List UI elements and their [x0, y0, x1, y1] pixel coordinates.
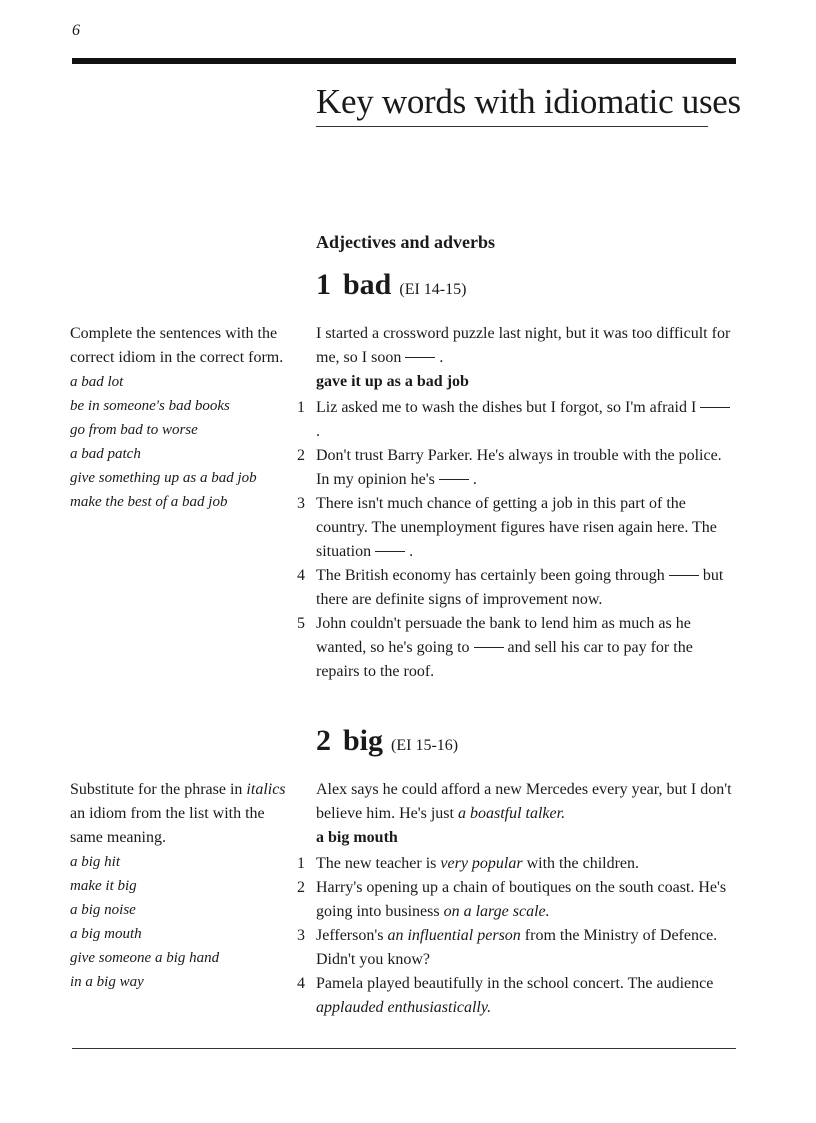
question-number: 2 [297, 447, 305, 464]
idiom-option: make the best of a bad job [70, 494, 228, 510]
question-item: 3 There isn't much chance of getting a job in this part of the country. The unemployment figures have risen again here. The situation . [316, 492, 736, 564]
question-number: 2 [297, 879, 305, 896]
question-number: 4 [297, 567, 305, 584]
idiom-list [70, 370, 290, 514]
question-item: 4 The British economy has certainly been going through but there are definite signs of improvement now. [316, 564, 736, 612]
unit-word: bad [343, 268, 392, 301]
question-item: 1 The new teacher is very popular with the children. [316, 852, 736, 876]
idiom-option: make it big [70, 878, 137, 894]
question-item: 3 Jefferson's an influential person from the Ministry of Defence. Didn't you know? [316, 924, 736, 972]
side-panel-big [70, 778, 290, 994]
idiom-option: give something up as a bad job [70, 470, 257, 486]
answer-blank [439, 479, 469, 480]
idiom-option: a big mouth [70, 926, 142, 942]
idiom-option: go from bad to worse [70, 422, 198, 438]
unit-reference: (EI 14-15) [399, 281, 467, 298]
idiom-option: a bad lot [70, 374, 124, 390]
question-number: 1 [297, 399, 305, 416]
idiom-option: in a big way [70, 974, 144, 990]
unit-reference: (EI 15-16) [391, 737, 459, 754]
question-item: 4 Pamela played beautifully in the school concert. The audience applauded enthusiastically. [316, 972, 736, 1020]
example-sentence: I started a crossword puzzle last night, but it was too difficult for me, so I soon . [316, 325, 731, 366]
question-number: 1 [297, 855, 305, 872]
bottom-rule [72, 1048, 736, 1049]
answer-blank [474, 647, 504, 648]
exercise-bad [297, 322, 736, 684]
answer-blank [700, 407, 730, 408]
idiom-option: a big noise [70, 902, 136, 918]
question-item: 2 Harry's opening up a chain of boutiques on the south coast. He's going into business on a large scale. [316, 876, 736, 924]
question-number: 4 [297, 975, 305, 992]
question-number: 3 [297, 927, 305, 944]
title-rule [316, 126, 708, 127]
answer-blank [405, 357, 435, 358]
top-rule [72, 58, 736, 64]
section-heading: Adjectives and adverbs [316, 232, 495, 252]
unit-heading-big [316, 724, 458, 758]
question-number: 3 [297, 495, 305, 512]
side-panel-bad [70, 322, 290, 514]
unit-heading-bad [316, 268, 466, 302]
question-item: 1 Liz asked me to wash the dishes but I forgot, so I'm afraid I. [316, 396, 736, 444]
answer-blank [669, 575, 699, 576]
question-item: 2 Don't trust Barry Parker. He's always in trouble with the police. In my opinion he's . [316, 444, 736, 492]
question-list [297, 852, 736, 1020]
question-number: 5 [297, 615, 305, 632]
idiom-list [70, 850, 290, 994]
instruction-text: Complete the sentences with the correct idiom in the correct form. [70, 325, 284, 366]
idiom-option: a big hit [70, 854, 121, 870]
example-sentence: Alex says he could afford a new Mercedes every year, but I don't believe him. He's just a boastful talker. [316, 781, 732, 822]
question-item: 5 John couldn't persuade the bank to lend him as much as he wanted, so he's going to and sell his car to pay for the repairs to the roof. [316, 612, 736, 684]
page-number: 6 [72, 22, 80, 39]
exercise-big [297, 778, 736, 1020]
idiom-option: give someone a big hand [70, 950, 220, 966]
example-answer: a big mouth [316, 829, 398, 846]
unit-word: big [343, 724, 384, 757]
question-list [297, 396, 736, 684]
chapter-title: Key words with idiomatic uses [316, 82, 741, 121]
idiom-option: a bad patch [70, 446, 141, 462]
instruction-text: Substitute for the phrase in italics an idiom from the list with the same meaning. [70, 781, 286, 846]
idiom-option: be in someone's bad books [70, 398, 230, 414]
example-answer: gave it up as a bad job [316, 373, 469, 390]
unit-number: 1 [316, 268, 331, 301]
answer-blank [375, 551, 405, 552]
unit-number: 2 [316, 724, 331, 757]
